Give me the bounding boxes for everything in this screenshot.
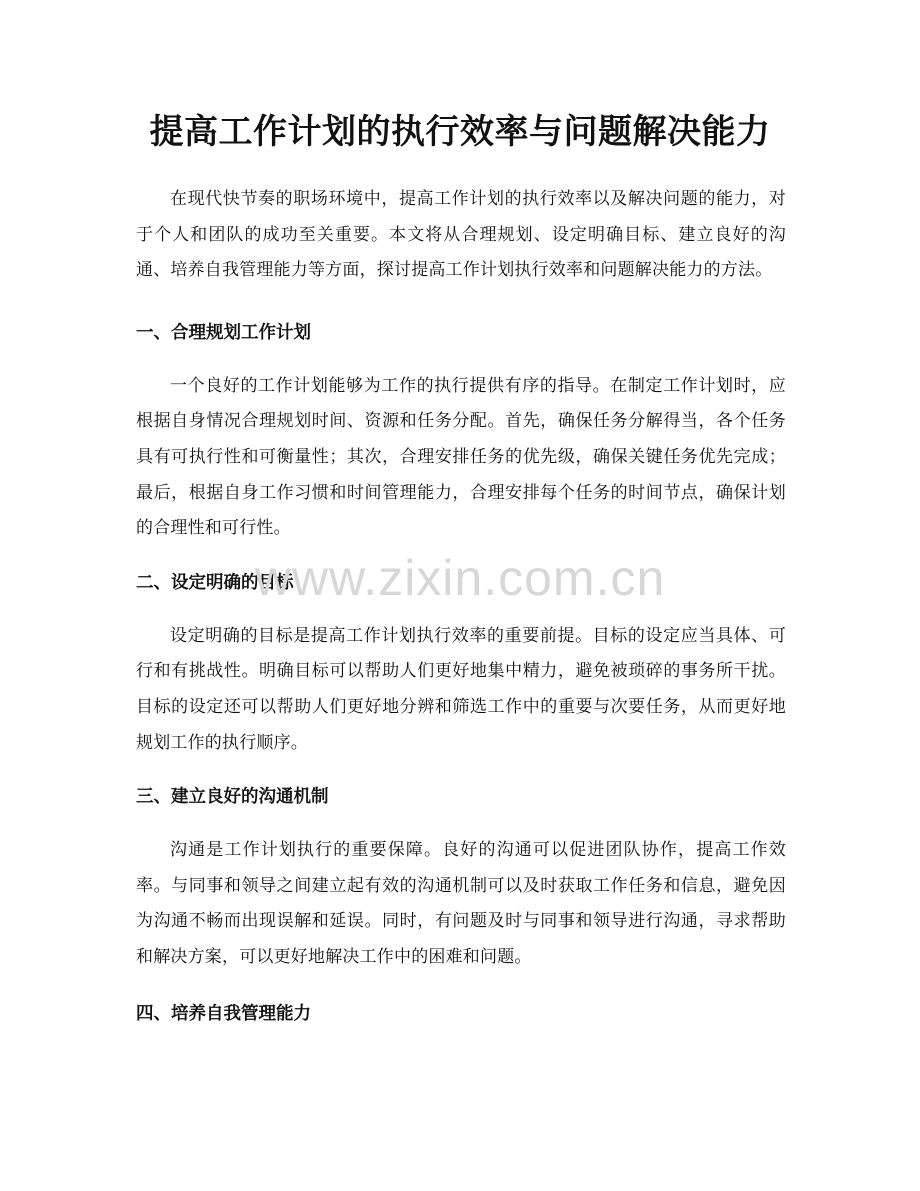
section-heading-3: 三、建立良好的沟通机制 <box>136 787 329 808</box>
watermark-text: www.zixin.com.cn <box>254 550 666 606</box>
section-heading-2: 二、设定明确的目标 <box>136 572 294 593</box>
section-heading-4: 四、培养自我管理能力 <box>136 1003 311 1024</box>
section-body-3: 沟通是工作计划执行的重要保障。良好的沟通可以促进团队协作，提高工作效率。与同事和领导之间建立起有效的沟通机制可以及时获取工作任务和信息，避免因为沟通不畅而出现误解和延误。同时，有问题及时与同事和领导进行沟通，寻求帮助和解决方案，可以更好地解决工作中的困难和问题。 <box>136 840 786 967</box>
section-body-2: 设定明确的目标是提高工作计划执行效率的重要前提。目标的设定应当具体、可行和有挑战性。明确目标可以帮助人们更好地集中精力，避免被琐碎的事务所干扰。目标的设定还可以帮助人们更好地分辨和筛选工作中的重要与次要任务，从而更好地规划工作的执行顺序。 <box>136 625 786 753</box>
document-title: 提高工作计划的执行效率与问题解决能力 <box>149 112 771 152</box>
section-body-1: 一个良好的工作计划能够为工作的执行提供有序的指导。在制定工作计划时，应根据自身情况合理规划时间、资源和任务分配。首先，确保任务分解得当，各个任务具有可执行性和可衡量性；其次，合理安排任务的优先级，确保关键任务优先完成；最后，根据自身工作习惯和时间管理能力，合理安排每个任务的时间节点，确保计划的合理性和可行性。 <box>136 375 786 539</box>
intro-paragraph: 在现代快节奏的职场环境中，提高工作计划的执行效率以及解决问题的能力，对于个人和团队的成功至关重要。本文将从合理规划、设定明确目标、建立良好的沟通、培养自我管理能力等方面，探讨提高工作计划执行效率和问题解决能力的方法。 <box>136 189 786 281</box>
section-heading-1: 一、合理规划工作计划 <box>136 322 311 343</box>
